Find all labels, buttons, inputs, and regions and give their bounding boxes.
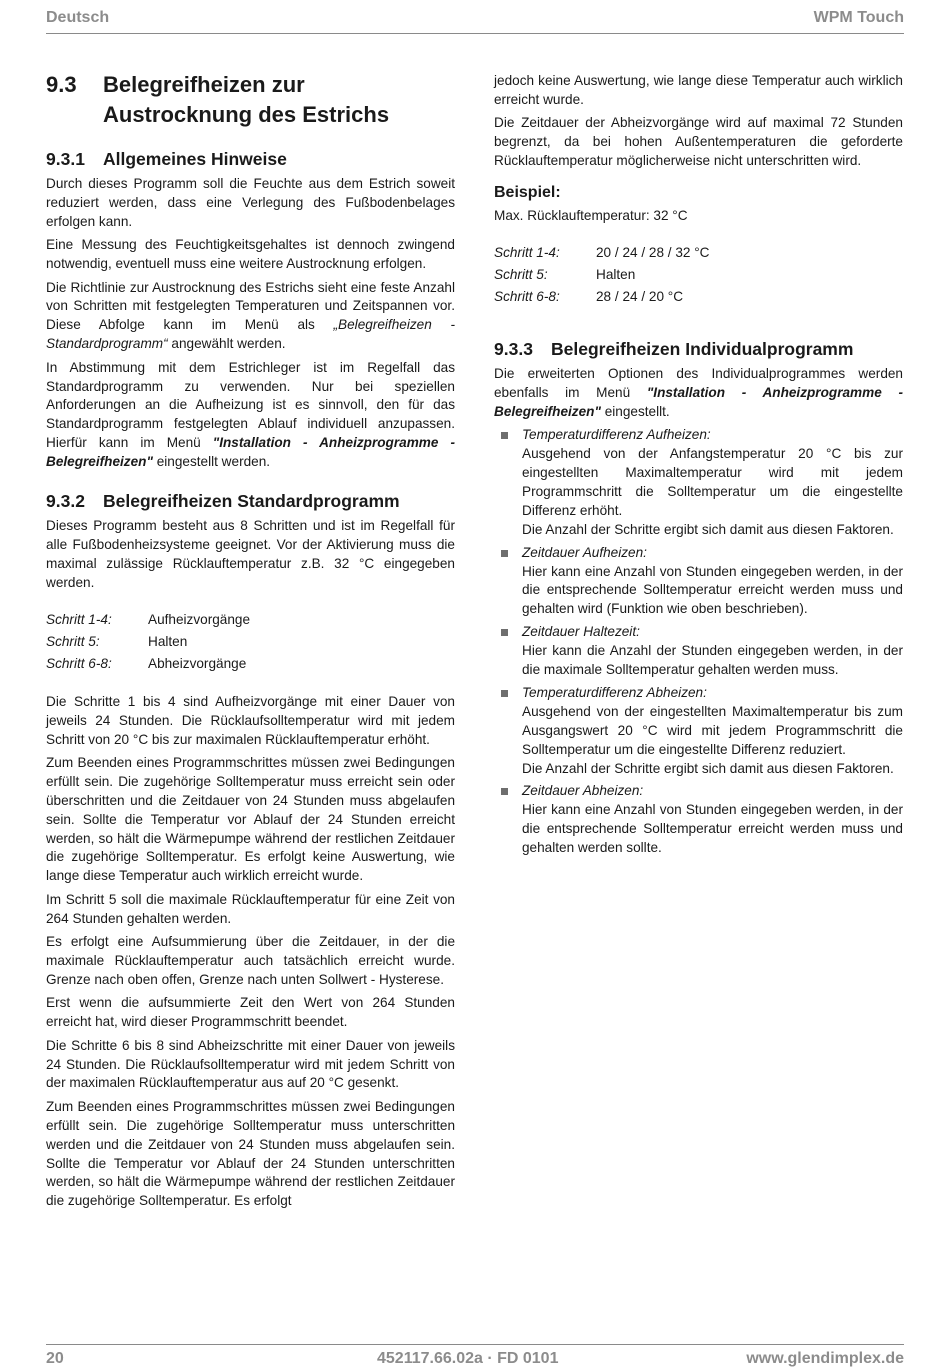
text: angewählt werden. (167, 336, 286, 352)
document-code: 452117.66.02a · FD 0101 (377, 1350, 559, 1367)
step-row (494, 286, 903, 308)
step-value: 20 / 24 / 28 / 32 °C (596, 244, 710, 260)
paragraph: Die Zeitdauer der Abheizvorgänge wird auf maximal 72 Stunden begrenzt, da bei hohen Außentemperaturen die geforderte Rücklauftemperatur möglicherweise nicht unterschritten wird. (494, 115, 903, 169)
program-name: „Belegreifheizen - Standardprogramm“ (46, 317, 455, 352)
header-language: Deutsch (46, 9, 110, 26)
text: eingestellt. (600, 403, 670, 419)
right-column (494, 72, 903, 862)
section-heading (46, 70, 455, 130)
option-description: Hier kann die Anzahl der Stunden eingegeben werden, in der die maximale Solltemperatur gehalten werden muss. (522, 643, 903, 678)
paragraph: Eine Messung des Feuchtigkeitsgehaltes ist dennoch zwingend notwendig, eventuell muss eine weitere Austrocknung erfolgen. (46, 237, 455, 272)
example-max-temperature: Max. Rücklauftemperatur: 32 °C (494, 208, 688, 224)
step-value: 28 / 24 / 20 °C (596, 288, 684, 304)
step-label: Schritt 6-8: (494, 288, 560, 304)
square-bullet-icon (501, 432, 508, 439)
option-description: Ausgehend von der eingestellten Maximaltemperatur bis zum Ausgangswert 20 °C wird mit jedem Programmschritt die Solltemperatur um die eingestellte Differenz reduziert. (522, 703, 903, 757)
step-row (46, 653, 455, 675)
text: In Abstimmung mit dem Estrichleger ist im Regelfall das Standardprogramm zu verwenden. Nur bei speziellen Anforderungen an die Aufheizung ist es sinnvoll, den für das Standardprogramm festgelegten Ablauf individuell anzupassen. Hierfür kann im Menü (46, 359, 455, 451)
paragraph: Es erfolgt eine Aufsummierung über die Zeitdauer, in der die maximale Rücklauftemperatur auch tatsächlich erreicht wurde. Grenze nach oben offen, Grenze nach unten Sollwert - Hysterese. (46, 934, 455, 987)
option-title: Temperaturdifferenz Abheizen: (522, 684, 707, 700)
square-bullet-icon (501, 629, 508, 636)
step-label: Schritt 1-4: (46, 611, 112, 627)
step-row (494, 264, 903, 286)
step-value: Abheizvorgänge (148, 655, 247, 671)
paragraph (494, 365, 903, 422)
section-title-line2: Austrocknung des Estrichs (103, 102, 390, 127)
option-title: Zeitdauer Abheizen: (522, 783, 644, 799)
option-description: Hier kann eine Anzahl von Stunden eingegeben werden, in der die entsprechende Solltemperatur erreicht werden muss und gehalten wird (Funktion wie oben beschrieben). (522, 563, 903, 617)
subsection-title: Belegreifheizen Individualprogramm (551, 338, 854, 359)
paragraph: Dieses Programm besteht aus 8 Schritten und ist im Regelfall für alle Fußbodenheizsysteme geeignet. Vor der Aktivierung muss die maximal zulässige Rücklauftemperatur z.B. 32 °C eingegeben werden. (46, 518, 455, 590)
paragraph (46, 359, 455, 472)
square-bullet-icon (501, 690, 508, 697)
option-description: Hier kann eine Anzahl von Stunden eingegeben werden, in der die entsprechende Solltemperatur erreicht werden muss und gehalten werden sollte. (522, 802, 903, 856)
section-title (103, 70, 389, 130)
subsection-number: 9.3.3 (494, 338, 533, 359)
subsection-number: 9.3.2 (46, 491, 85, 512)
step-label: Schritt 1-4: (494, 244, 560, 260)
list-item (494, 684, 903, 779)
step-row (494, 242, 903, 264)
left-column (46, 70, 455, 1216)
step-row (46, 631, 455, 653)
paragraph: Erst wenn die aufsummierte Zeit den Wert von 264 Stunden erreicht hat, wird dieser Programmschritt beendet. (46, 995, 455, 1030)
section-number: 9.3 (46, 72, 77, 97)
step-value: Halten (596, 266, 636, 282)
options-list (494, 426, 903, 858)
example-steps-table (494, 242, 903, 308)
paragraph (46, 279, 455, 355)
subsection-heading-931 (46, 148, 455, 170)
menu-path: "Installation - Anheizprogramme - Belegreifheizen" (494, 384, 904, 419)
step-label: Schritt 5: (494, 266, 548, 282)
page-header (46, 7, 904, 34)
menu-path: "Installation - Anheizprogramme - Belegreifheizen" (46, 435, 455, 470)
text: Die erweiterten Optionen des Individualprogrammes werden ebenfalls im Menü (494, 365, 903, 400)
paragraph: Durch dieses Programm soll die Feuchte aus dem Estrich soweit reduziert werden, dass eine Verlegung des Fußbodenbelages erfolgen kann. (46, 176, 455, 229)
page-number: 20 (46, 1350, 64, 1367)
paragraph: Zum Beenden eines Programmschrittes müssen zwei Bedingungen erfüllt sein. Die zugehörige Solltemperatur muss unterschritten werden und die Zeitdauer von 24 Stunden muss abgelaufen sein. Sollte die Temperatur vor Ablauf der 24 Stunden unterschritten werden, so hält die Wärmepumpe während der restlichen Zeitdauer die zugehörige Solltemperatur. Es erfolgt (46, 1098, 455, 1209)
paragraph: Im Schritt 5 soll die maximale Rücklauftemperatur für eine Zeit von 264 Stunden gehalten werden. (46, 891, 455, 926)
header-product: WPM Touch (813, 9, 904, 26)
step-value: Halten (148, 633, 188, 649)
step-value: Aufheizvorgänge (148, 611, 251, 627)
paragraph: jedoch keine Auswertung, wie lange diese Temperatur auch wirklich erreicht wurde. (494, 73, 903, 107)
subsection-heading-932 (46, 490, 455, 512)
example-heading: Beispiel: (494, 184, 561, 202)
step-label: Schritt 6-8: (46, 655, 112, 671)
text: eingestellt werden. (152, 454, 271, 470)
subsection-title: Belegreifheizen Standardprogramm (103, 491, 400, 512)
option-title: Zeitdauer Aufheizen: (522, 544, 647, 560)
page-footer (46, 1344, 904, 1369)
paragraph: Die Schritte 1 bis 4 sind Aufheizvorgänge mit einer Dauer von jeweils 24 Stunden. Die Rücklaufsolltemperatur wird mit jedem Schritt von 20 °C bis zur maximalen Rücklauftemperatur erhöht. (46, 693, 455, 747)
step-label: Schritt 5: (46, 633, 100, 649)
list-item (494, 426, 903, 539)
website-url: www.glendimplex.de (746, 1350, 904, 1367)
list-item (494, 544, 903, 620)
option-note: Die Anzahl der Schritte ergibt sich damit aus diesen Faktoren. (522, 521, 894, 537)
option-title: Temperaturdifferenz Aufheizen: (522, 427, 711, 443)
subsection-heading-933 (494, 338, 903, 360)
paragraph: Zum Beenden eines Programmschrittes müssen zwei Bedingungen erfüllt sein. Die zugehörige Solltemperatur muss erreicht sein oder überschritten und die Zeitdauer von 24 Stunden muss abgelaufen sein. Sollte die Temperatur vor Ablauf der 24 Stunden erreicht werden, so hält die Wärmepumpe während der restlichen Zeitdauer die zugehörige Solltemperatur. Es erfolgt keine Auswertung, wie lange diese Temperatur auch wirklich erreicht wurde. (46, 754, 455, 884)
paragraph: Die Schritte 6 bis 8 sind Abheizschritte mit einer Dauer von jeweils 24 Stunden. Die Rücklaufsolltemperatur wird mit jedem Schritt von der maximalen Rücklauftemperatur aus auf 20 °C gesenkt. (46, 1037, 455, 1091)
list-item (494, 623, 903, 680)
step-row (46, 609, 455, 631)
subsection-title: Allgemeines Hinweise (103, 149, 287, 169)
text: Die Richtlinie zur Austrocknung des Estrichs sieht eine feste Anzahl von Schritten mit festgelegten Temperaturen und Zeitspannen vor. Diese Abfolge kann im Menü als (46, 279, 455, 333)
square-bullet-icon (501, 550, 508, 557)
section-title-line1: Belegreifheizen zur (103, 72, 305, 97)
square-bullet-icon (501, 788, 508, 795)
steps-table (46, 609, 455, 675)
list-item (494, 782, 903, 858)
option-description: Ausgehend von der Anfangstemperatur 20 °C bis zur eingestellten Maximaltemperatur wird mit jedem Programmschritt die Solltemperatur um die eingestellte Differenz erhöht. (522, 446, 903, 518)
option-title: Zeitdauer Haltezeit: (522, 624, 640, 640)
option-note: Die Anzahl der Schritte ergibt sich damit aus diesen Faktoren. (522, 760, 894, 776)
subsection-number: 9.3.1 (46, 149, 85, 169)
